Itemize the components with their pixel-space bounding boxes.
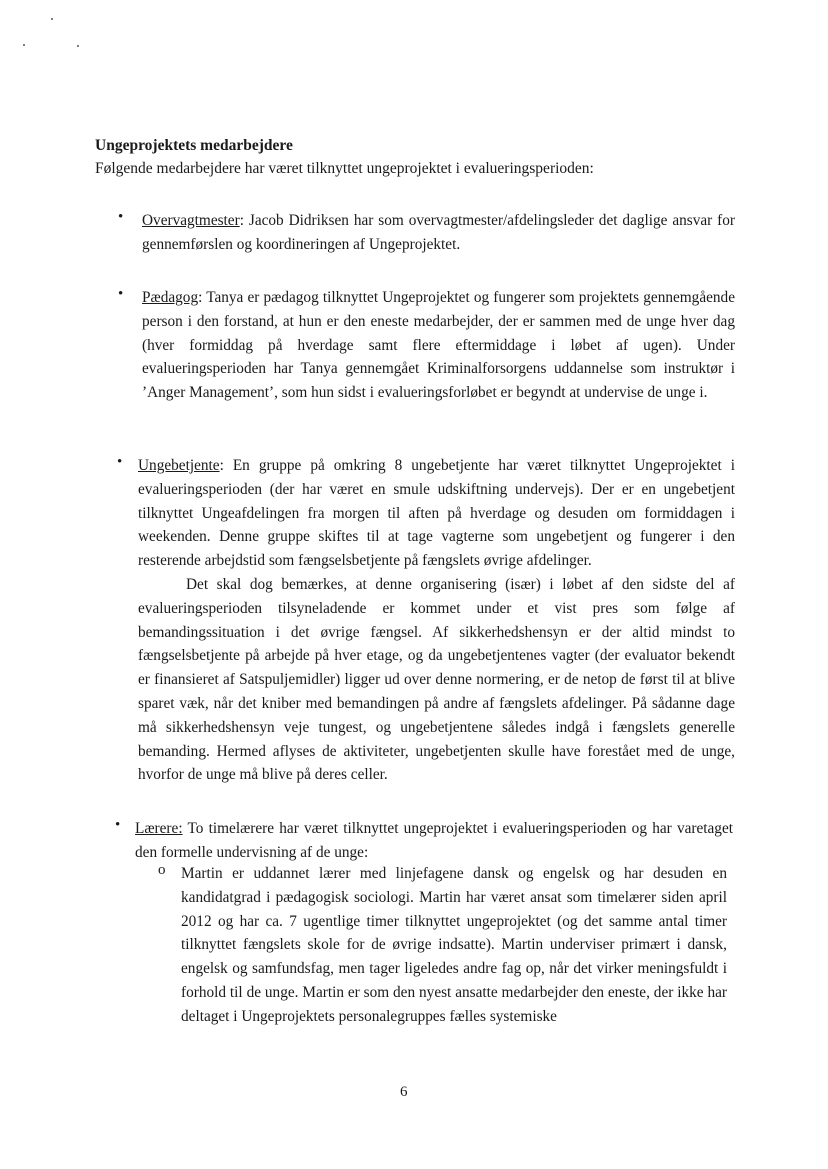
bullet-marker: •: [117, 454, 123, 470]
list-item-overvagtmester: [142, 209, 735, 257]
sub-item-martin: Martin er uddannet lærer med linjefagene dansk og engelsk og har desuden en kandidatgrad i pædagogisk sociologi. Martin har været ansat som timelærer siden april 2012 og har ca. 7 ugentlige timer tilknyttet ungeprojektet (og det samme antal timer tilknyttet fængslets skole for de øvrige indsatte). Martin underviser primært i dansk, engelsk og samfundsfag, men tager ligeledes andre fag op, når det virker meningsfuldt i forhold til de unge. Martin er som den nyest ansatte medarbejder den eneste, der ikke har deltaget i Ungeprojektets personalegruppes fælles systemiske: [181, 865, 727, 1025]
scan-speck: [77, 45, 79, 47]
bullet-marker: •: [115, 817, 121, 833]
sub-bullet-marker: o: [158, 862, 166, 878]
page-number: 6: [400, 1084, 408, 1100]
list-item-paedagog: [142, 286, 735, 405]
item-text: To timelærere har været tilknyttet ungeprojektet i evalueringsperioden og har varetaget den formelle undervisning af de unge:: [135, 820, 733, 861]
item-term: Overvagtmester: [142, 212, 240, 229]
scan-speck: [51, 18, 53, 20]
item-term: Pædagog: [142, 289, 199, 306]
list-item-laerere: [135, 817, 733, 865]
item-text: : Tanya er pædagog tilknyttet Ungeprojektet og fungerer som projektets gennemgående person i den forstand, at hun er den eneste medarbejder, der er sammen med de unge hver dag (hver formiddag på hverdage samt flere eftermiddage i løbet af ugen). Under evalueringsperioden har Tanya gennemgået Kriminalforsorgens uddannelse som instruktør i ’Anger Management’, som hun sidst i evalueringsforløbet er begyndt at undervise de unge i.: [142, 289, 735, 402]
item-text: : Jacob Didriksen har som overvagtmester/afdelingsleder det daglige ansvar for gennemførslen og koordineringen af Ungeprojektet.: [142, 212, 735, 253]
list-item-ungebetjente: [138, 454, 735, 787]
item-term: Ungebetjente: [138, 457, 220, 474]
intro-paragraph: Følgende medarbejdere har været tilknyttet ungeprojektet i evalueringsperioden:: [95, 160, 594, 177]
item-text: : En gruppe på omkring 8 ungebetjente har været tilknyttet Ungeprojektet i evalueringsperioden (der har været en smule udskiftning undervejs). Der er en ungebetjent tilknyttet Ungeafdelingen fra morgen til aften på hverdage og desuden om formiddagen i weekenden. Denne gruppe skiftes til at tage vagterne som ungebetjent og fungerer i den resterende arbejdstid som fængselsbetjente på fængslets øvrige afdelinger.: [138, 457, 735, 570]
item-term: Lærere:: [135, 820, 183, 837]
bullet-marker: •: [118, 286, 124, 302]
scan-speck: [23, 44, 25, 46]
section-heading: Ungeprojektets medarbejdere: [95, 137, 293, 154]
bullet-marker: •: [118, 209, 124, 225]
continuation-paragraph: Det skal dog bemærkes, at denne organisering (især) i løbet af den sidste del af evalueringsperioden tilsyneladende er kommet under et vist pres som følge af bemandingssituation i det øvrige fængsel. Af sikkerhedshensyn er der altid mindst to fængselsbetjente på arbejde på hver etage, og da ungebetjentenes vagter (der evaluator bekendt er finansieret af Satspuljemidler) ligger ud over denne normering, er de netop de først til at blive sparet væk, når det kniber med bemandingen på andre af fængslets afdelinger. På sådanne dage må sikkerhedshensyn veje tungest, og ungebetjentene således indgå i fængslets generelle bemanding. Hermed aflyses de aktiviteter, ungebetjenten skulle have forestået med de unge, hvorfor de unge må blive på deres celler.: [138, 575, 735, 784]
